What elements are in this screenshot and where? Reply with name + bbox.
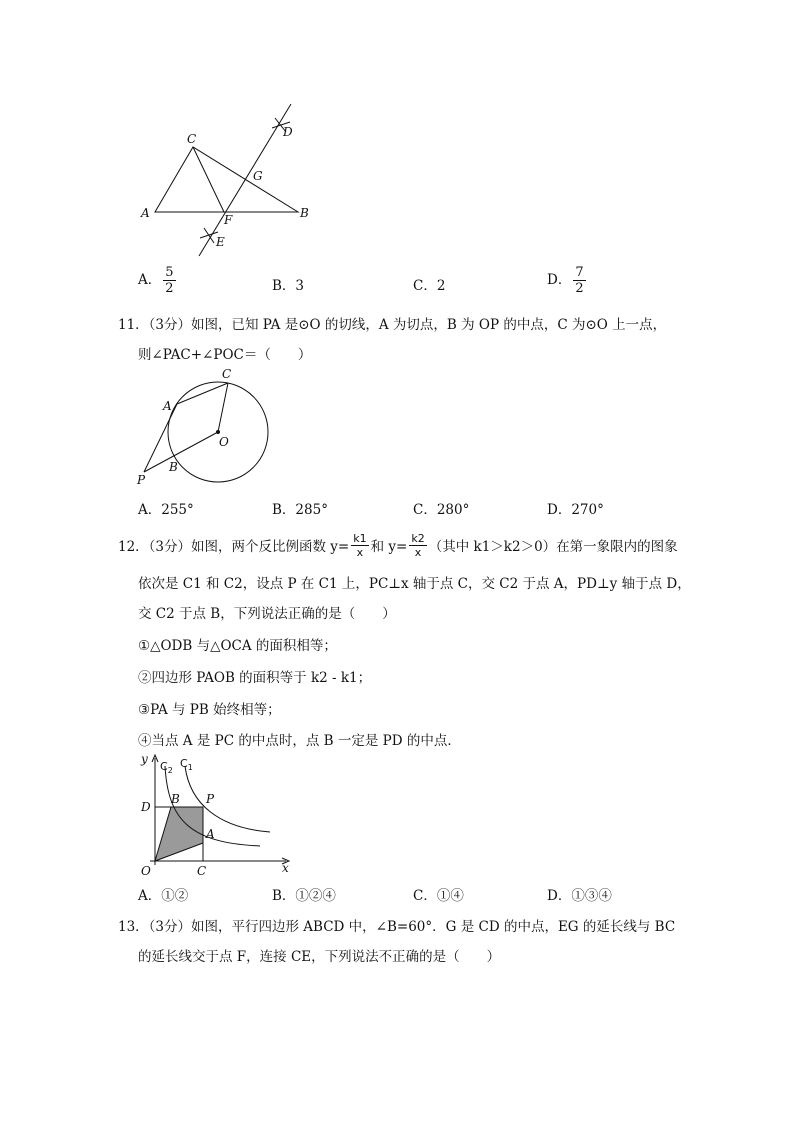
line-de [199, 104, 291, 256]
q10-option-b[interactable]: B．3 [272, 278, 305, 294]
q11-option-c[interactable]: C．280° [413, 502, 470, 518]
q12-stem-line3: 交 C2 于点 B，下列说法正确的是（ ） [138, 606, 396, 622]
label-c1: $C_1$ [180, 757, 193, 772]
q13-stem-line1: 13．（3分）如图，平行四边形 ABCD 中，∠B=60°．G 是 CD 的中点，EG 的延长线与 BC [118, 919, 676, 935]
q12-stem-mid: 和 y= [370, 539, 408, 555]
segment-oc [218, 383, 228, 432]
fraction-den: x [414, 545, 422, 559]
label-e: E [216, 235, 225, 249]
label-d: D [283, 125, 293, 139]
q11-stem-line2: 则∠PAC+∠POC＝（ ） [138, 347, 312, 363]
label-a: A [206, 827, 215, 841]
q12-option-b[interactable]: B．①②④ [272, 888, 336, 904]
q10-option-c[interactable]: C．2 [413, 278, 446, 294]
q12-option-d[interactable]: D．①③④ [547, 888, 612, 904]
fraction-7-2 [573, 266, 585, 295]
label-a: A [141, 206, 150, 220]
segment-ac [177, 383, 228, 404]
q12-statement-3: ③PA 与 PB 始终相等； [138, 702, 281, 718]
fraction-den: x [356, 545, 364, 559]
fraction-num: k2 [411, 531, 425, 545]
q12-stem-post: （其中 k1＞k2＞0）在第一象限内的图象 [428, 539, 678, 555]
label-a: A [163, 399, 172, 413]
label-c: C [197, 864, 207, 878]
arc-mark-e-2 [204, 228, 214, 243]
q11-option-a[interactable]: A．255° [138, 502, 194, 518]
label-y: y [141, 752, 148, 766]
label-g: G [253, 169, 263, 183]
triangle-abc [155, 147, 298, 212]
q12-statement-1: ①△ODB 与△OCA 的面积相等； [138, 638, 337, 654]
q12-option-c[interactable]: C．①④ [413, 888, 464, 904]
q10-option-a[interactable] [138, 266, 178, 295]
label-o: O [141, 864, 151, 878]
q12-stem-line1 [118, 528, 718, 562]
q11-option-b[interactable]: B．285° [272, 502, 328, 518]
q10-option-d-prefix: D． [547, 272, 572, 288]
q13-stem-line2: 的延长线交于点 F，连接 CE，下列说法不正确的是（ ） [138, 949, 501, 965]
fraction-num: k1 [353, 531, 367, 545]
figure-q10 [130, 100, 320, 265]
label-p: P [137, 473, 146, 487]
fraction-num: 5 [165, 265, 174, 280]
fraction-k2-x [409, 533, 426, 558]
label-p: P [206, 792, 215, 806]
q12-stem-line2: 依次是 C1 和 C2，设点 P 在 C1 上，PC⊥x 轴于点 C，交 C2 于点 A，PD⊥y 轴于点 D， [138, 576, 691, 592]
label-c2: $C_2$ [160, 760, 173, 775]
label-b: B [169, 460, 178, 474]
q11-stem-line1: 11．（3分）如图，已知 PA 是⊙O 的切线，A 为切点，B 为 OP 的中点，C 为⊙O 上一点， [118, 317, 667, 333]
q10-option-a-prefix: A． [138, 272, 162, 288]
label-f: F [224, 213, 233, 227]
label-b: B [171, 792, 180, 806]
q12-stem-pre: 12．（3分）如图，两个反比例函数 y= [118, 539, 350, 555]
label-c: C [222, 367, 232, 381]
fraction-den: 2 [575, 281, 584, 296]
fraction-5-2 [163, 266, 175, 295]
fraction-k1-x [351, 533, 368, 558]
q12-option-a[interactable]: A．①② [138, 888, 189, 904]
q10-option-d[interactable] [547, 266, 588, 295]
label-x: x [282, 861, 289, 875]
q11-option-d[interactable]: D．270° [547, 502, 604, 518]
label-c: C [187, 132, 197, 146]
fraction-den: 2 [165, 281, 174, 296]
center-dot [216, 430, 220, 434]
fraction-num: 7 [575, 265, 584, 280]
label-b: B [300, 206, 309, 220]
label-o: O [219, 435, 229, 449]
q12-statement-2: ②四边形 PAOB 的面积等于 k2 - k1； [138, 670, 372, 686]
label-d: D [141, 800, 151, 814]
figure-q12 [130, 748, 295, 880]
figure-q11 [130, 362, 275, 492]
q12-statement-4: ④当点 A 是 PC 的中点时，点 B 一定是 PD 的中点． [138, 733, 461, 749]
